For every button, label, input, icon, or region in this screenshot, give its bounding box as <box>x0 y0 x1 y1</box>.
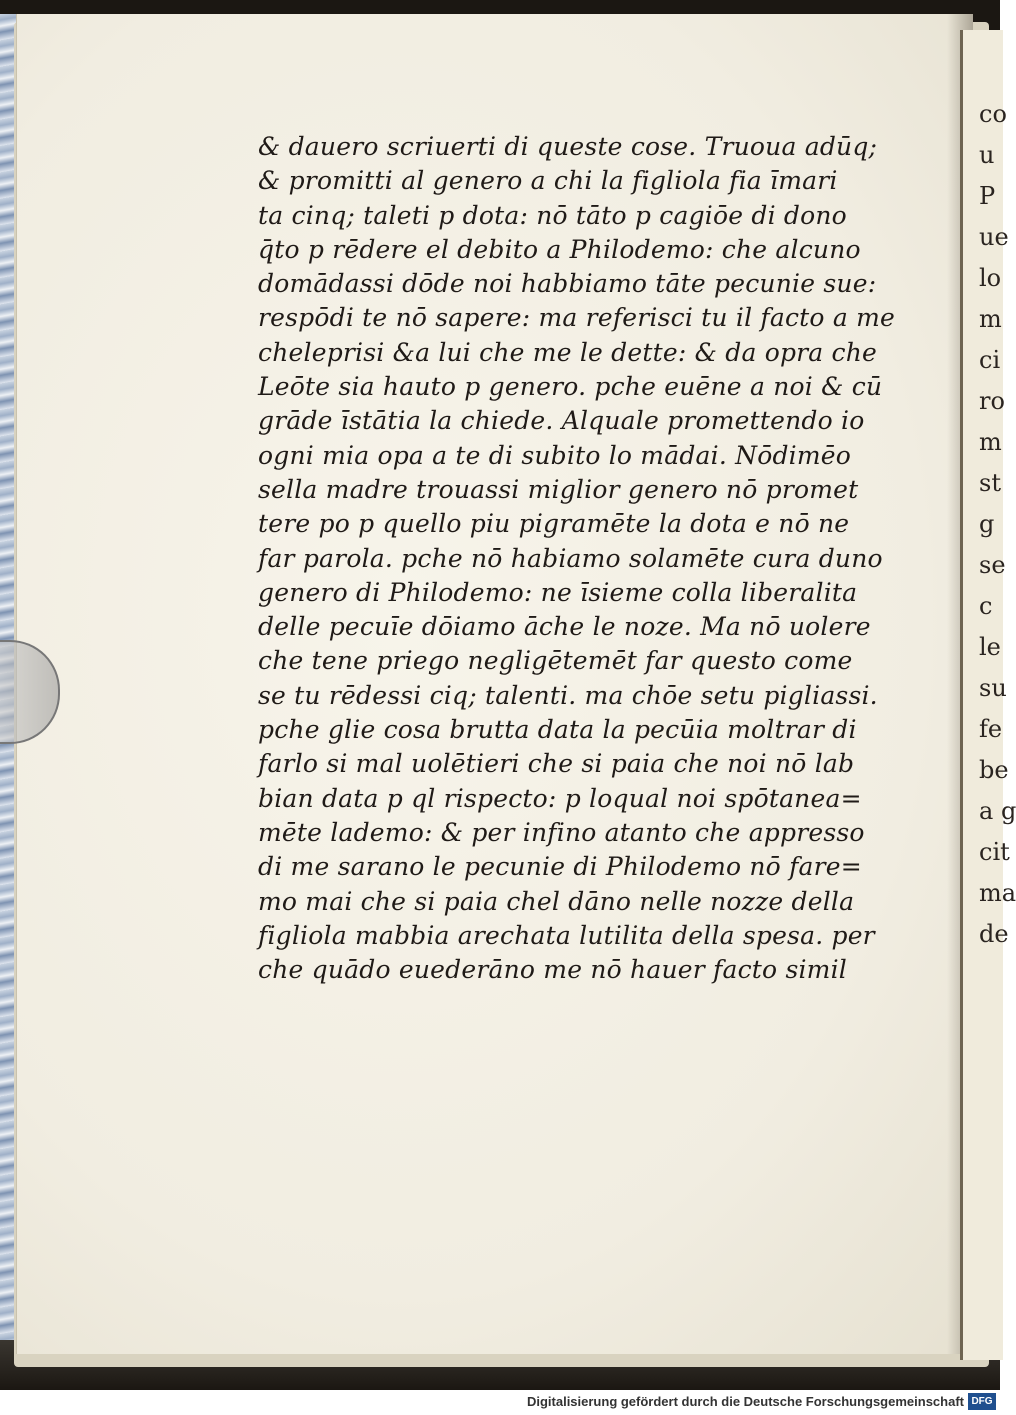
facing-page-fragment: ma <box>979 879 1016 907</box>
facing-page-fragment: cit <box>979 838 1010 866</box>
text-line: farlo si mal uolētieri che si paia che noi nō lab <box>258 749 855 779</box>
text-line: bian data p ql rispecto: p loqual noi spōtanea= <box>258 783 862 813</box>
text-line: respōdi te nō sapere: ma referisci tu il facto a me <box>258 303 895 333</box>
text-line: mo mai che si paia chel dāno nelle nozze della <box>258 886 855 916</box>
text-line: genero di Philodemo: ne īsieme colla liberalita <box>258 577 858 607</box>
text-line: pche glie cosa brutta data la pecūia moltrar di <box>258 715 857 745</box>
text-block <box>258 130 898 987</box>
text-line: di me sarano le pecunie di Philodemo nō fare= <box>258 852 862 882</box>
text-line: ta cinq; taleti p dota: nō tāto p cagiōe di dono <box>258 200 847 230</box>
facing-page-fragment: g <box>979 510 995 538</box>
text-line: grāde īstātia la chiede. Alquale promettendo io <box>258 406 865 436</box>
facing-page-fragment: c <box>979 592 993 620</box>
text-line: & dauero scriuerti di queste cose. Truoua adūq; <box>258 132 878 161</box>
facing-page-fragment: lo <box>979 264 1002 292</box>
text-line: domādassi dōde noi habbiamo tāte pecunie sue: <box>258 269 877 299</box>
facing-page-fragment: se <box>979 551 1006 579</box>
facing-page-fragment: fe <box>979 715 1003 743</box>
dfg-logo-icon: DFG <box>968 1393 996 1410</box>
text-line: delle pecuīe dōiamo āche le noze. Ma nō uolere <box>258 612 871 642</box>
facing-page-fragment: ro <box>979 387 1005 415</box>
text-line: far parola. pche nō habiamo solamēte cura duno <box>258 543 883 573</box>
text-line: q̄to p rēdere el debito a Philodemo: che alcuno <box>258 234 861 264</box>
text-line: mēte lademo: & per infino atanto che appresso <box>258 817 865 847</box>
facing-page-fragment: P <box>979 182 996 210</box>
text-line: sella madre trouassi miglior genero nō promet <box>258 474 859 504</box>
text-line: Leōte sia hauto p genero. pche euēne a noi & cū <box>258 372 883 402</box>
facing-page-edge <box>960 30 1016 1360</box>
facing-page-fragment: ci <box>979 346 1001 374</box>
facing-page-fragment: m <box>979 428 1002 456</box>
text-line: tere po p quello piu pigramēte la dota e nō ne <box>258 509 850 539</box>
digitization-credit: Digitalisierung gefördert durch die Deutsche Forschungsgemeinschaft <box>526 1394 964 1409</box>
facing-page-fragment: a g <box>979 797 1016 825</box>
text-line: ogni mia opa a te di subito lo mādai. Nōdimēo <box>258 440 851 470</box>
facing-page-fragment: u <box>979 141 995 169</box>
facing-page-fragment: ue <box>979 223 1009 251</box>
facing-page-fragment: le <box>979 633 1001 661</box>
text-line: che tene priego negligētemēt far questo come <box>258 646 853 676</box>
text-line: & promitti al genero a chi la figliola fia īmari <box>258 166 838 196</box>
text-line: se tu rēdessi ciq; talenti. ma chōe setu pigliassi. <box>258 680 878 710</box>
footer-bar <box>0 1390 1000 1415</box>
facing-page-fragment: co <box>979 100 1007 128</box>
facing-page-fragment: de <box>979 920 1009 948</box>
facing-page-fragment: be <box>979 756 1009 784</box>
facing-page-fragment: m <box>979 305 1002 333</box>
facing-page-fragment: st <box>979 469 1001 497</box>
text-line: che quādo euederāno me nō hauer facto simil <box>258 955 847 985</box>
text-line: cheleprisi &a lui che me le dette: & da opra che <box>258 337 878 367</box>
text-line: figliola mabbia arechata lutilita della spesa. per <box>258 920 875 950</box>
facing-page-fragment: su <box>979 674 1007 702</box>
